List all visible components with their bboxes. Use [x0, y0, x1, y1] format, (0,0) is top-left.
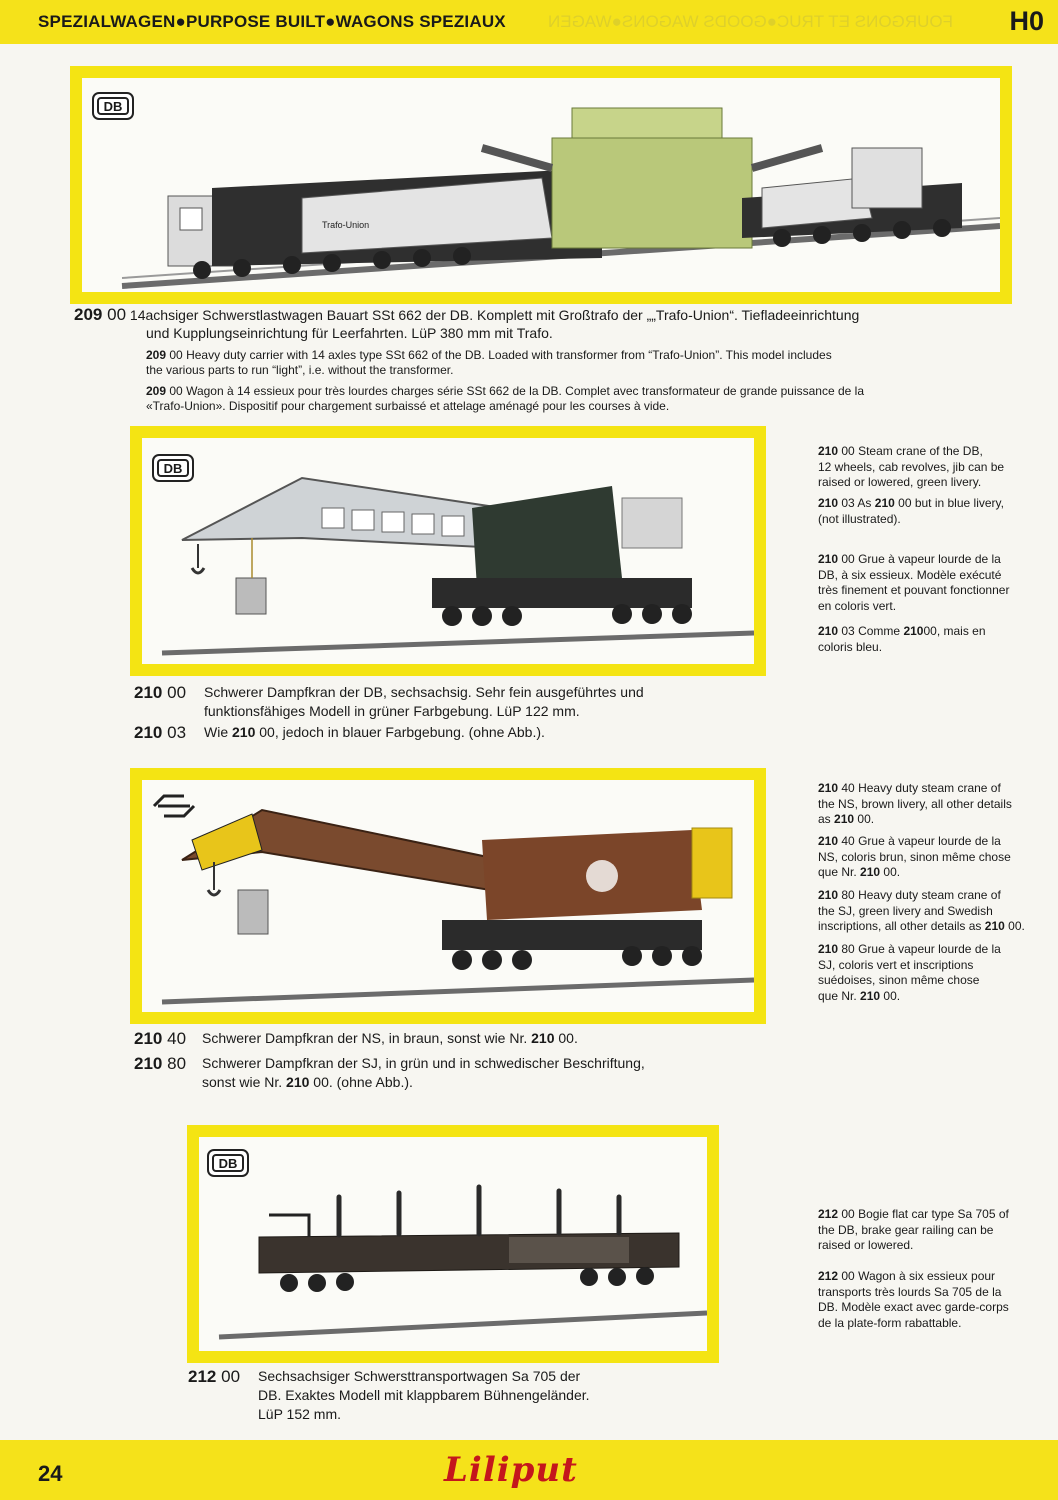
side-en-21200: 212 00 Bogie flat car type Sa 705 of the DB, brake gear railing can be raised or lowered.	[818, 1207, 1009, 1252]
description-de-21040-text: Schwerer Dampfkran der NS, in braun, sonst wie Nr. 210 00.	[202, 1030, 578, 1046]
description-de-21003: 210 03	[134, 723, 187, 742]
scale-badge: H0	[1009, 6, 1044, 36]
side-en-21003: 210 03 As 210 00 but in blue livery, (not illustrated).	[818, 496, 1004, 526]
photo-21000	[142, 438, 754, 664]
description-en-20900: 209 00 Heavy duty carrier with 14 axles type SSt 662 of the DB. Loaded with transformer from “Trafo-Union”. This model includes	[146, 348, 832, 362]
db-logo-icon: DB	[92, 92, 134, 120]
page-title: SPEZIALWAGEN●PURPOSE BUILT●WAGONS SPEZIAUX	[38, 12, 506, 31]
description-de-21200: 212 00	[188, 1367, 241, 1386]
side-en-21040: 210 40 Heavy duty steam crane of the NS, brown livery, all other details as 210 00.	[818, 781, 1012, 826]
photo-20900	[82, 78, 1000, 292]
photo-21200	[199, 1137, 707, 1351]
page-number: 24	[38, 1461, 63, 1486]
description-de-21080: 210 80	[134, 1054, 187, 1073]
description-fr-20900-line2: «Trafo-Union». Dispositif pour chargement surbaissé et attelage aménagé pour les courses à vide.	[146, 399, 670, 413]
liliput-logo: Liliput	[444, 1450, 578, 1490]
photo-21040	[142, 780, 754, 1012]
description-fr-20900: 209 00 Wagon à 14 essieux pour très lourdes charges série SSt 662 de la DB. Complet avec transformateur de grande puissance de la	[146, 384, 865, 398]
flat-car-model-image	[199, 1137, 707, 1351]
photo-frame-21200	[187, 1125, 719, 1363]
description-de-21080-line2: sonst wie Nr. 210 00. (ohne Abb.).	[202, 1074, 413, 1090]
db-logo-icon: DB	[207, 1149, 249, 1177]
photo-frame-20900	[70, 66, 1012, 304]
description-de-21080-line1: Schwerer Dampfkran der SJ, in grün und in schwedischer Beschriftung,	[202, 1055, 645, 1071]
side-en-21000: 210 00 Steam crane of the DB, 12 wheels, cab revolves, jib can be raised or lowered, green livery.	[818, 444, 1005, 489]
description-de-21200-line3: LüP 152 mm.	[258, 1406, 342, 1422]
description-en-20900-line2: the various parts to run “light”, i.e. without the transformer.	[146, 363, 454, 377]
header-ghost-text: FOURGONS ET TRUC●GOODS WAGONS●WAGEN	[548, 12, 953, 31]
db-logo-icon: DB	[152, 454, 194, 482]
description-de-20900-line2: und Kupplungseinrichtung für Leerfahrten. LüP 380 mm mit Trafo.	[146, 325, 553, 341]
description-de-21200-line1: Sechsachsiger Schwersttransportwagen Sa 705 der	[258, 1368, 581, 1384]
side-en-21080: 210 80 Heavy duty steam crane of the SJ, green livery and Swedish inscriptions, all other details as 210 00.	[818, 888, 1025, 933]
side-fr-21200: 212 00 Wagon à six essieux pour transports très lourds Sa 705 de la DB. Modèle exact avec garde-corps de la plate-form rabattable.	[818, 1269, 1009, 1330]
side-fr-21003: 210 03 Comme 21000, mais en coloris bleu.	[818, 624, 986, 654]
side-fr-21080: 210 80 Grue à vapeur lourde de la SJ, coloris vert et inscriptions suédoises, sinon même chose que Nr. 210 00.	[818, 942, 1001, 1003]
description-de-21000-line1: Schwerer Dampfkran der DB, sechsachsig. Sehr fein ausgeführtes und	[204, 684, 644, 700]
photo-frame-21040	[130, 768, 766, 1024]
description-de-21000-line2: funktionsfähiges Modell in grüner Farbgebung. LüP 122 mm.	[204, 703, 580, 719]
description-de-21200-line2: DB. Exaktes Modell mit klappbarem Bühnengeländer.	[258, 1387, 590, 1403]
description-de-20900: 209 00 14achsiger Schwerstlastwagen Bauart SSt 662 der DB. Komplett mit Großtrafo der „„Trafo-Union“. Tiefladeeinrichtung	[74, 305, 860, 324]
description-de-21003-text: Wie 210 00, jedoch in blauer Farbgebung. (ohne Abb.).	[204, 724, 545, 740]
side-fr-21040: 210 40 Grue à vapeur lourde de la NS, coloris brun, sinon même chose que Nr. 210 00.	[818, 834, 1011, 879]
svg-text:Trafo-Union: Trafo-Union	[322, 220, 370, 230]
steam-crane-ns-model-image	[142, 780, 754, 1012]
description-de-21040: 210 40	[134, 1029, 187, 1048]
side-fr-21000: 210 00 Grue à vapeur lourde de la DB, à six essieux. Modèle exécuté très finement et pouvant fonctionner en coloris vert.	[818, 552, 1010, 613]
photo-frame-21000	[130, 426, 766, 676]
steam-crane-db-model-image	[142, 438, 754, 664]
heavy-carrier-model-image	[82, 78, 1000, 292]
description-de-21000: 210 00	[134, 683, 187, 702]
